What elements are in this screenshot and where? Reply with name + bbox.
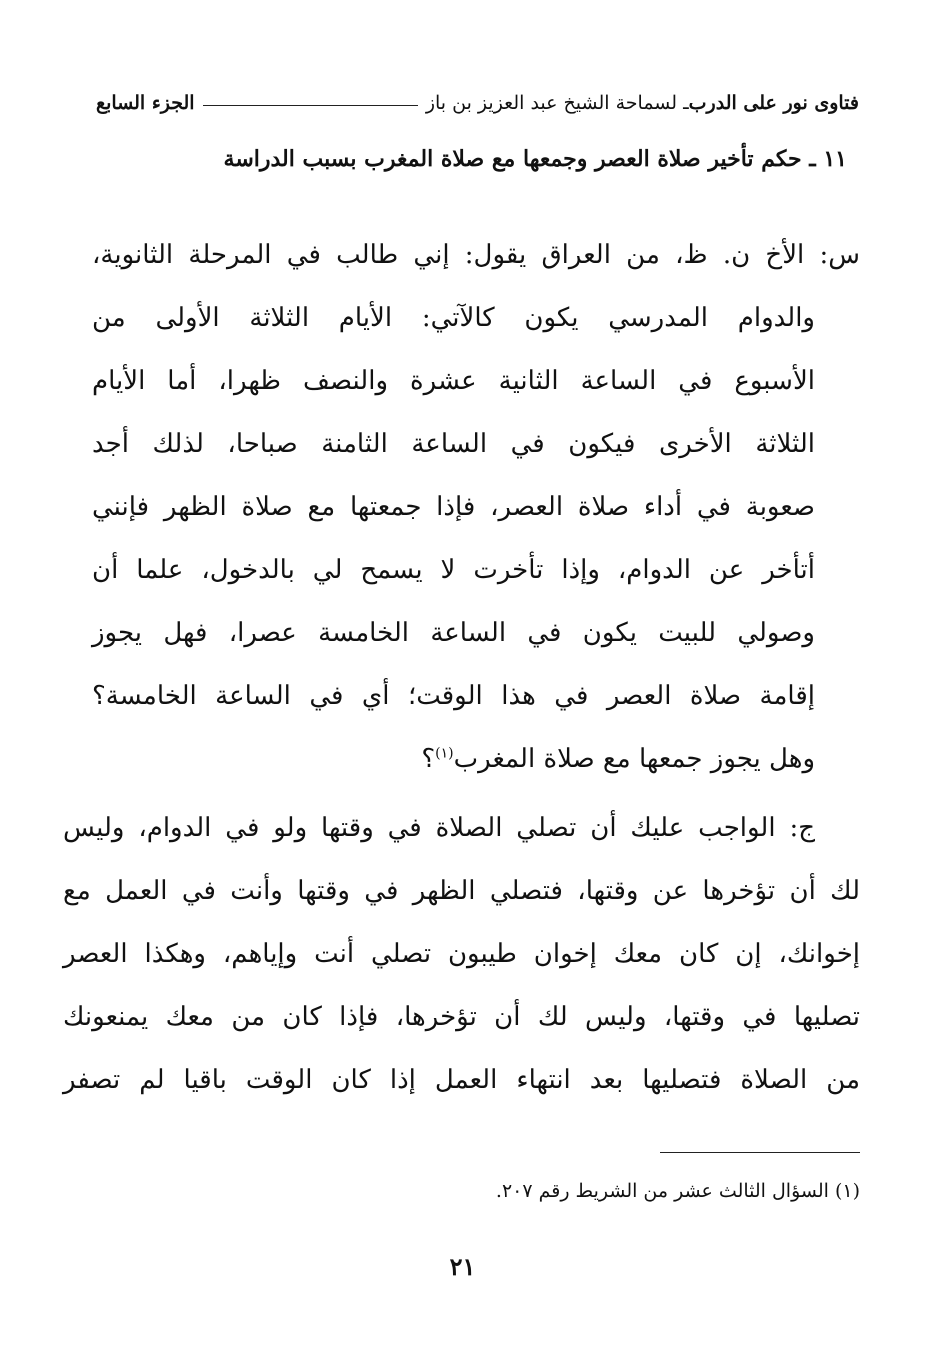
question-line: الثلاثة الأخرى فيكون في الساعة الثامنة صباحا، لذلك أجد: [92, 429, 815, 459]
header-part: الجزء السابع: [96, 92, 195, 114]
answer-line: تصليها في وقتها، وليس لك أن تؤخرها، فإذا كان من معك يمنعونك: [63, 1002, 860, 1032]
answer-line: ج: الواجب عليك أن تصلي الصلاة في وقتها ولو في الدوام، وليس: [63, 813, 815, 843]
question-line: وهل يجوز جمعها مع صلاة المغرب: [453, 744, 815, 774]
running-header: [96, 86, 859, 120]
footnote-separator: [660, 1152, 860, 1153]
header-author: ـ لسماحة الشيخ عبد العزيز بن باز: [425, 92, 689, 114]
answer-block: [63, 797, 860, 1112]
question-line: أتأخر عن الدوام، وإذا تأخرت لا يسمح لي بالدخول، علما أن: [92, 555, 815, 585]
question-line: س: الأخ ن. ظ، من العراق يقول: إني طالب في المرحلة الثانوية،: [92, 240, 860, 270]
chapter-title: ١١ ـ حكم تأخير صلاة العصر وجمعها مع صلاة المغرب بسبب الدراسة: [223, 146, 847, 172]
question-line: إقامة صلاة العصر في هذا الوقت؛ أي في الساعة الخامسة؟: [92, 681, 815, 711]
question-line: والدوام المدرسي يكون كالآتي: الأيام الثلاثة الأولى من: [92, 303, 815, 333]
question-last-line: [92, 728, 860, 791]
page-number: ٢١: [449, 1252, 476, 1281]
question-mark: ؟: [421, 744, 436, 774]
question-line: صعوبة في أداء صلاة العصر، فإذا جمعتها مع صلاة الظهر فإنني: [92, 492, 815, 522]
footnote: (١) السؤال الثالث عشر من الشريط رقم ٢٠٧.: [495, 1180, 860, 1202]
question-block: [92, 224, 860, 791]
header-rule: [203, 105, 418, 106]
question-line: وصولي للبيت يكون في الساعة الخامسة عصرا، فهل يجوز: [92, 618, 815, 648]
answer-line: إخوانك، إن كان معك إخوان طيبون تصلي أنت وإياهم، وهكذا العصر: [63, 939, 860, 969]
question-line: الأسبوع في الساعة الثانية عشرة والنصف ظهرا، أما الأيام: [92, 366, 815, 396]
answer-line: من الصلاة فتصليها بعد انتهاء العمل إذا كان الوقت باقيا لم تصفر: [63, 1065, 860, 1095]
footnote-reference[interactable]: (١): [435, 745, 454, 762]
header-book-title: فتاوى نور على الدرب: [688, 92, 859, 114]
answer-line: لك أن تؤخرها عن وقتها، فتصلي الظهر في وقتها وأنت في العمل مع: [63, 876, 860, 906]
